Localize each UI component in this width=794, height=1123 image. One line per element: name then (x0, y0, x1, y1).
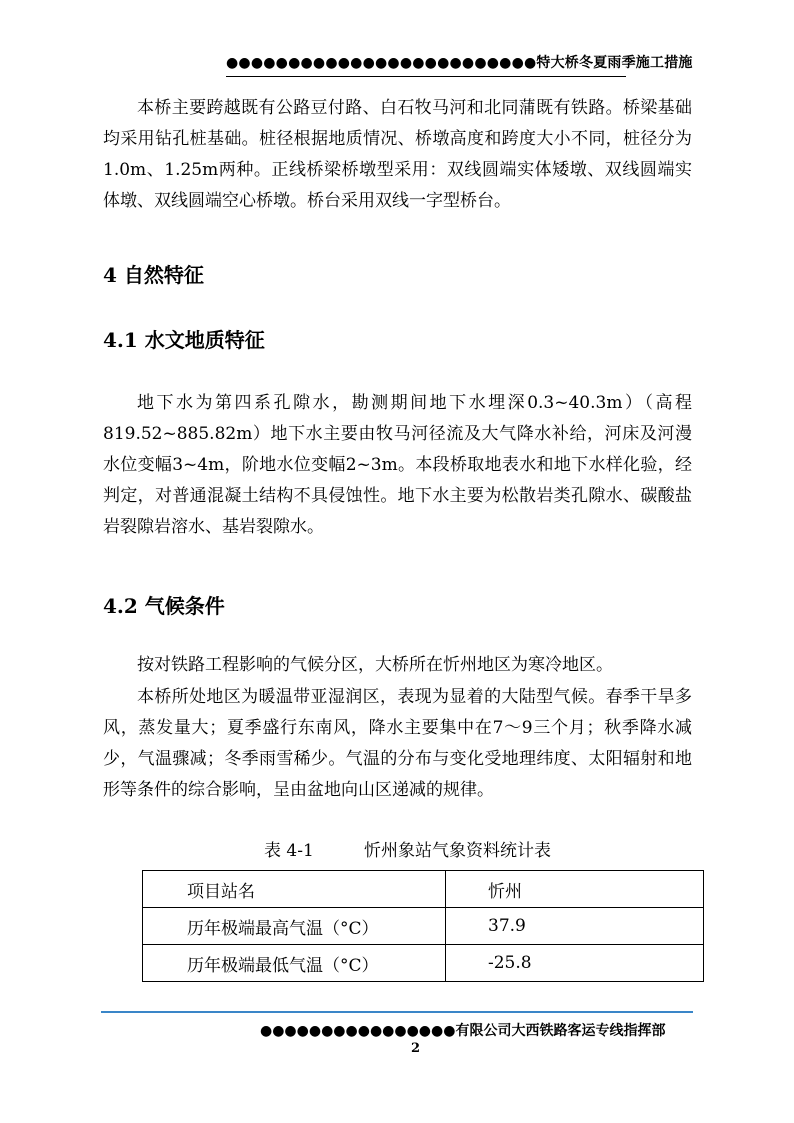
table-cell-value: -25.8 (446, 945, 704, 982)
table-row (143, 945, 704, 982)
table-cell-value: 37.9 (446, 908, 704, 945)
section-4-2-heading: 4.2 气候条件 (103, 594, 225, 618)
table-caption-number: 表 4-1 (264, 841, 314, 861)
footer-rule (101, 1011, 693, 1013)
table-row (143, 908, 704, 945)
table-caption (264, 836, 551, 861)
page-footer: ●●●●●●●●●●●●●●●●有限公司大西铁路客运专线指挥部 (260, 1023, 666, 1039)
page-number: 2 (411, 1041, 421, 1056)
intro-paragraph: 本桥主要跨越既有公路豆付路、白石牧马河和北同蒲既有铁路。桥梁基础均采用钻孔桩基础。桩径根据地质情况、桥墩高度和跨度大小不同，桩径分为1.0m、1.25m两种。正线桥梁桥墩型采用：双线圆端实体矮墩、双线圆端实体墩、双线圆端空心桥墩。桥台采用双线一字型桥台。 (103, 98, 692, 211)
climate-paragraph-2: 本桥所处地区为暖温带亚湿润区，表现为显着的大陆型气候。春季干旱多风，蒸发量大；夏季盛行东南风，降水主要集中在7～9三个月；秋季降水减少，气温骤减；冬季雨雪稀少。气温的分布与变化受地理纬度、太阳辐射和地形等条件的综合影响，呈由盆地向山区递减的规律。 (103, 687, 692, 800)
table-cell-label: 历年极端最高气温（°C） (143, 908, 446, 945)
table-row (143, 871, 704, 908)
weather-table (142, 870, 704, 982)
hydrogeology-paragraph: 地下水为第四系孔隙水，勘测期间地下水埋深0.3~40.3m）（高程819.52~885.82m）地下水主要由牧马河径流及大气降水补给，河床及河漫水位变幅3~4m，阶地水位变幅2~3m。本段桥取地表水和地下水样化验，经判定，对普通混凝土结构不具侵蚀性。地下水主要为松散岩类孔隙水、碳酸盐岩裂隙岩溶水、基岩裂隙水。 (103, 393, 692, 537)
table-caption-title: 忻州象站气象资料统计表 (364, 841, 551, 861)
table-cell-label: 项目站名 (143, 871, 446, 908)
section-4-1-heading: 4.1 水文地质特征 (103, 328, 265, 352)
page-header: ●●●●●●●●●●●●●●●●●●●●●●●●●特大桥冬夏雨季施工措施 (226, 55, 693, 71)
table-cell-label: 历年极端最低气温（°C） (143, 945, 446, 982)
climate-paragraph-1: 按对铁路工程影响的气候分区，大桥所在忻州地区为寒冷地区。 (137, 655, 613, 675)
table-cell-value: 忻州 (446, 871, 704, 908)
header-rule (226, 76, 626, 77)
section-4-heading: 4 自然特征 (103, 263, 204, 287)
